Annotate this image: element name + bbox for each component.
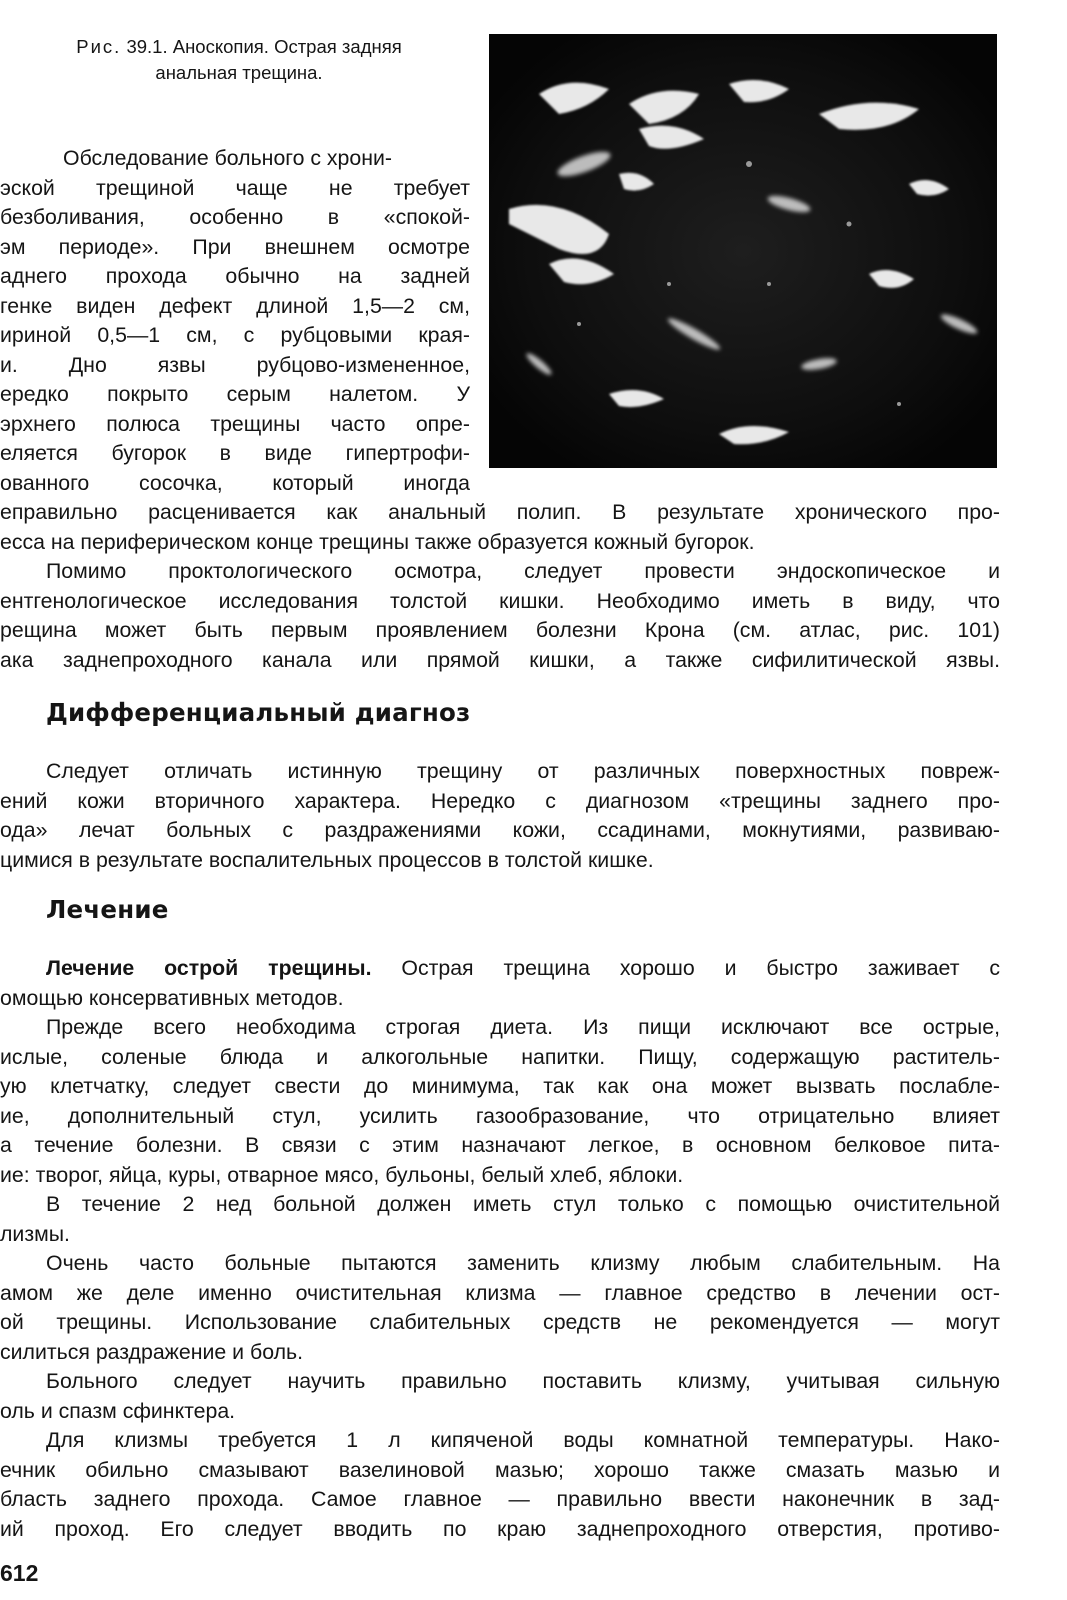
- text-line: ислые, соленые блюда и алкогольные напитки. Пищу, содержащую раститель-: [0, 1044, 1000, 1069]
- text-line: эм периоде». При внешнем осмотре: [0, 234, 470, 259]
- text-line: ака заднепроходного канала или прямой кишки, а также сифилитической язвы.: [0, 647, 1000, 672]
- text-line: Для клизмы требуется 1 л кипяченой воды комнатной температуры. Нако-: [46, 1428, 1000, 1452]
- text-line: силиться раздражение и боль.: [0, 1339, 304, 1364]
- figure-caption-line2: анальная трещина.: [155, 62, 323, 83]
- text-line: ириной 0,5—1 см, с рубцовыми края-: [0, 323, 470, 347]
- text-line: В течение 2 нед больной должен иметь стул только с помощью очистительной: [46, 1192, 1000, 1216]
- paragraph-block-2: [0, 757, 1000, 875]
- heading-differential-diagnosis: Дифференциальный диагноз: [46, 698, 471, 727]
- text-line: есса на периферическом конце трещины также образуется кожный бугорок.: [0, 529, 755, 554]
- text-line: Обследование больного с хрони-: [63, 146, 392, 170]
- text-line: оль и спазм сфинктера.: [0, 1398, 236, 1423]
- page-number: 612: [0, 1560, 39, 1586]
- heading-treatment: Лечение: [46, 895, 169, 924]
- text-line: ий проход. Его следует вводить по краю заднепроходного отверстия, противо-: [0, 1516, 1000, 1541]
- text-line: ие, дополнительный стул, усилить газообразование, что отрицательно влияет: [0, 1103, 1000, 1128]
- text-line: безболивания, особенно в «спокой-: [0, 205, 470, 229]
- text-line: аднего прохода обычно на задней: [0, 264, 470, 288]
- text-line: еляется бугорок в виде гипертрофи-: [0, 441, 470, 465]
- text-line: ой трещины. Использование слабительных средств не рекомендуется — могут: [0, 1310, 1000, 1334]
- text-line: ую клетчатку, следует свести до минимума, так как она может вызвать послабле-: [0, 1074, 1000, 1098]
- text-line: рещина может быть первым проявлением болезни Крона (см. атлас, рис. 101): [0, 618, 1000, 642]
- text-line: эской трещиной чаще не требует: [0, 175, 470, 200]
- anoscopy-photo: [489, 34, 997, 468]
- text-line: а течение болезни. В связи с этим назначают легкое, в основном белковое пита-: [0, 1133, 1000, 1157]
- text-line: генке виден дефект длиной 1,5—2 см,: [0, 293, 470, 318]
- figure-label: Рис.: [76, 36, 122, 57]
- text-line: Следует отличать истинную трещину от различных поверхностных повреж-: [46, 759, 1000, 783]
- figure-caption-line1: 39.1. Аноскопия. Острая задняя: [126, 36, 402, 57]
- text-line: Помимо проктологического осмотра, следует провести эндоскопическое и: [46, 559, 1000, 583]
- text-line: амом же деле именно очистительная клизма — главное средство в лечении ост-: [0, 1280, 1000, 1305]
- text-line: ованного сосочка, который иногда: [0, 470, 470, 495]
- text-line: эрхнего полюса трещины часто опре-: [0, 411, 470, 436]
- text-line: ие: творог, яйца, куры, отварное мясо, бульоны, белый хлеб, яблоки.: [0, 1162, 684, 1187]
- figure-caption: [6, 34, 472, 86]
- wrapped-paragraph: [0, 144, 470, 498]
- text-line: и. Дно язвы рубцово-измененное,: [0, 352, 470, 377]
- text-line: Очень часто больные пытаются заменить клизму любым слабительным. На: [46, 1251, 1000, 1275]
- text-line: ений кожи вторичного характера. Нередко с диагнозом «трещины заднего про-: [0, 788, 1000, 813]
- treatment-lead-rest: Острая трещина хорошо и быстро заживает с: [371, 956, 1000, 980]
- text-line: ода» лечат больных с раздражениями кожи, ссадинами, мокнутиями, развиваю-: [0, 818, 1000, 842]
- paragraph-block-1: [0, 498, 1000, 675]
- paragraph-block-3: [0, 954, 1000, 1544]
- anoscopy-photo-image: [489, 34, 997, 468]
- text-line: ечник обильно смазывают вазелиновой мазью; хорошо также смазать мазью и: [0, 1457, 1000, 1482]
- text-line: лизмы.: [0, 1221, 70, 1246]
- text-line: бласть заднего прохода. Самое главное — правильно ввести наконечник в зад-: [0, 1487, 1000, 1511]
- text-line: Прежде всего необходима строгая диета. Из пищи исключают все острые,: [46, 1015, 1000, 1039]
- text-line: еправильно расценивается как анальный полип. В результате хронического про-: [0, 500, 1000, 524]
- text-line: еpедко покрыто серым налетом. У: [0, 382, 470, 406]
- text-line: цимися в результате воспалительных процессов в толстой кишке.: [0, 847, 654, 872]
- text-line: ентгенологическое исследования толстой кишки. Необходимо иметь в виду, что: [0, 588, 1000, 613]
- treatment-lead: Лечение острой трещины.: [46, 956, 372, 980]
- text-line: омощью консервативных методов.: [0, 985, 344, 1010]
- text-line: Больного следует научить правильно поставить клизму, учитывая сильную: [46, 1369, 1000, 1393]
- text-line: [0, 954, 1000, 984]
